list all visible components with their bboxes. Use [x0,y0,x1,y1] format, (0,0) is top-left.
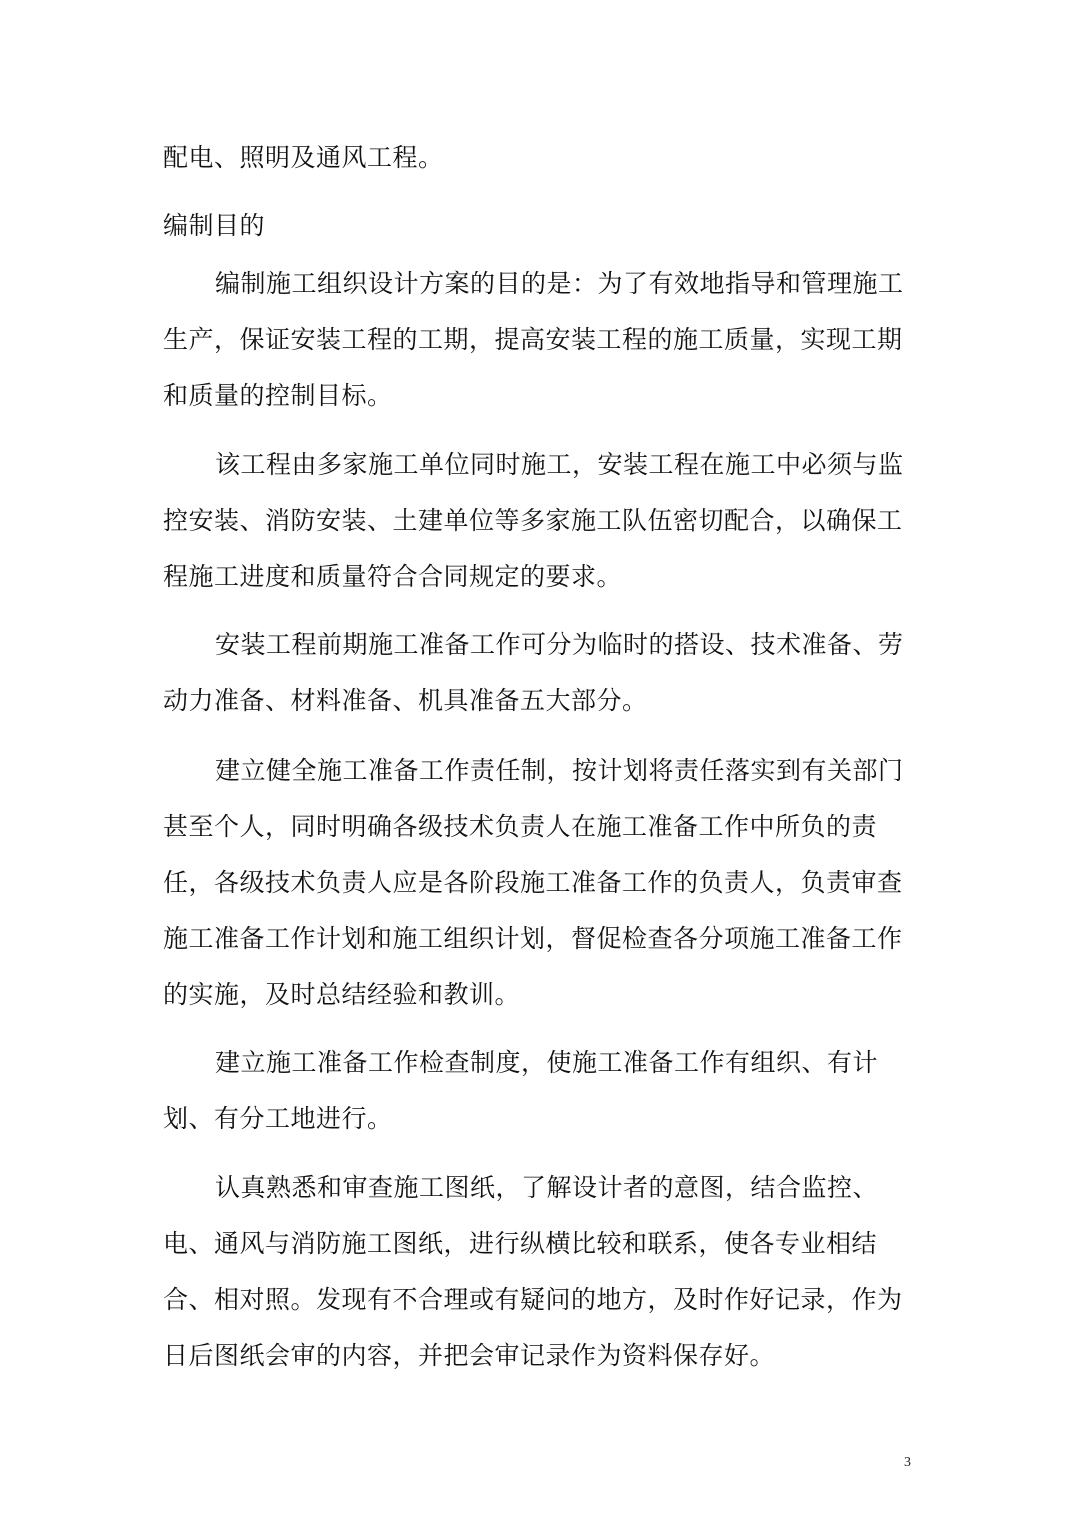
paragraph-drawing-review: 认真熟悉和审查施工图纸，了解设计者的意图，结合监控、电、通风与消防施工图纸，进行纵横比较和联系，使各专业相结合、相对照。发现有不合理或有疑问的地方，及时作好记录，作为日后图纸会审的内容，并把会审记录作为资料保存好。 [163,1173,903,1370]
paragraph-purpose: 编制施工组织设计方案的目的是：为了有效地指导和管理施工生产，保证安装工程的工期，提高安装工程的施工质量，实现工期和质量的控制目标。 [163,269,904,410]
paragraph-inspection-system: 建立施工准备工作检查制度，使施工准备工作有组织、有计划、有分工地进行。 [163,1048,879,1133]
paragraph-preparation-parts: 安装工程前期施工准备工作可分为临时的搭设、技术准备、劳动力准备、材料准备、机具准备五大部分。 [163,630,904,715]
paragraph-responsibility-system: 建立健全施工准备工作责任制，按计划将责任落实到有关部门甚至个人，同时明确各级技术负责人在施工准备工作中所负的责任，各级技术负责人应是各阶段施工准备工作的负责人，负责审查施工准备工作计划和施工组织计划，督促检查各分项施工准备工作的实施，及时总结经验和教训。 [163,756,904,1009]
section-heading: 编制目的 [163,211,266,240]
paragraph-coordination: 该工程由多家施工单位同时施工，安装工程在施工中必须与监控安装、消防安装、土建单位等多家施工队伍密切配合，以确保工程施工进度和质量符合合同规定的要求。 [163,450,904,591]
intro-line: 配电、照明及通风工程。 [163,143,444,172]
page-number: 3 [904,1455,911,1470]
